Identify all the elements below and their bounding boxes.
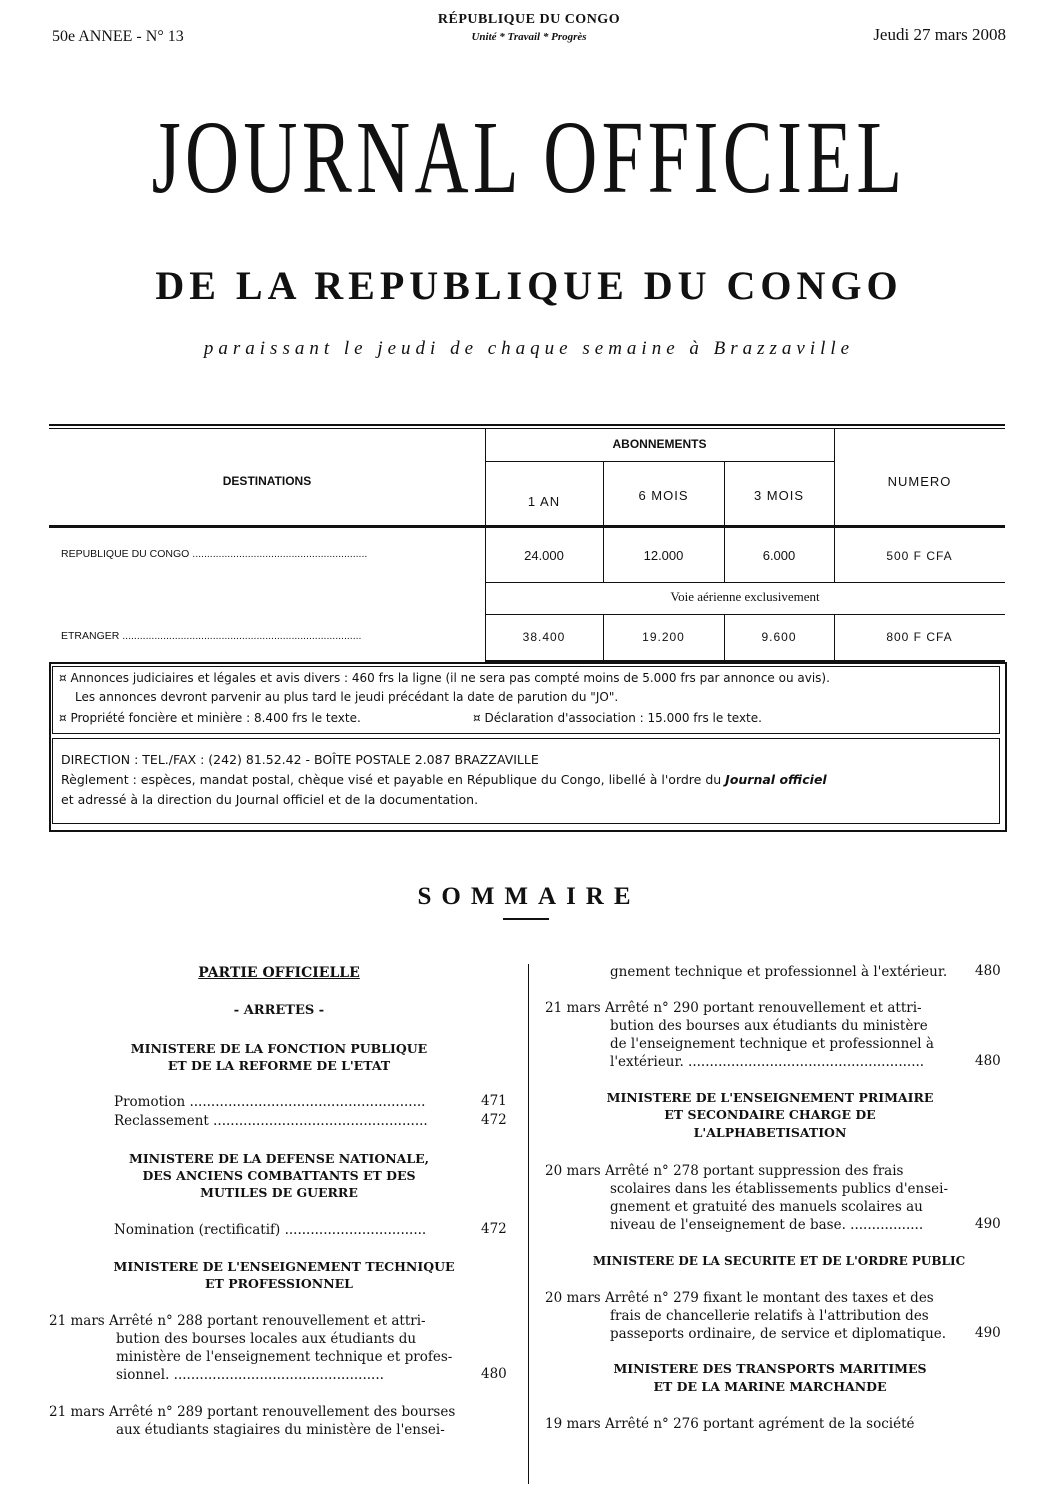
- arretes-heading: - ARRETES -: [233, 1003, 325, 1018]
- col-abonnements: ABONNEMENTS: [612, 437, 707, 451]
- ministry-enseignement-primaire-3: L'ALPHABETISATION: [693, 1125, 847, 1140]
- ministry-securite: MINISTERE DE LA SECURITE ET DE L'ORDRE PUBLIC: [592, 1254, 966, 1268]
- sommaire-underline: [503, 918, 549, 920]
- toc-arrete-290-2: bution des bourses aux étudiants du ministère: [610, 1018, 928, 1034]
- row-congo-3mois: 6.000: [762, 548, 796, 563]
- ministry-defense-3: MUTILES DE GUERRE: [200, 1185, 358, 1200]
- toc-arrete-289-3: gnement technique et professionnel à l'extérieur.: [610, 964, 948, 980]
- address-line: et adressé à la direction du Journal officiel et de la documentation.: [61, 792, 479, 807]
- toc-reclassement: Reclassement ..................................................: [114, 1113, 428, 1129]
- subscription-table: [49, 424, 1005, 662]
- air-note: Voie aérienne exclusivement: [670, 589, 820, 604]
- ministry-enseignement-primaire-2: ET SECONDAIRE CHARGE DE: [664, 1107, 876, 1122]
- toc-arrete-289: 21 mars Arrêté n° 289 portant renouvellement des bourses: [49, 1404, 456, 1420]
- col-numero: NUMERO: [887, 474, 952, 489]
- toc-arrete-279: 20 mars Arrêté n° 279 fixant le montant des taxes et des: [545, 1290, 934, 1306]
- toc-arrete-288-4: sionnel. .................................................: [116, 1367, 384, 1383]
- announcements-box: [52, 666, 1000, 734]
- page-promotion: 471: [481, 1093, 507, 1109]
- toc-arrete-279-3: passeports ordinaire, de service et diplomatique.: [610, 1326, 947, 1342]
- ministry-fonction-publique: MINISTERE DE LA FONCTION PUBLIQUE: [130, 1041, 428, 1056]
- toc-arrete-288-2: bution des bourses locales aux étudiants du: [116, 1331, 417, 1347]
- journal-subtitle: DE LA REPUBLIQUE DU CONGO: [155, 263, 903, 308]
- direction-box: [52, 738, 1000, 824]
- toc-arrete-278-2: scolaires dans les établissements publics d'ensei-: [610, 1181, 949, 1197]
- toc-arrete-288: 21 mars Arrêté n° 288 portant renouvellement et attri-: [49, 1313, 426, 1329]
- page-reclassement: 472: [481, 1112, 507, 1128]
- column-separator: [528, 964, 529, 1484]
- journal-tagline: paraissant le jeudi de chaque semaine à Brazzaville: [203, 338, 855, 359]
- row-etranger-6mois: 19.200: [642, 630, 685, 644]
- row-etranger-numero: 800 F CFA: [886, 630, 953, 644]
- row-etranger-label: ETRANGER ..................................................................................: [61, 630, 362, 642]
- page-nomination: 472: [481, 1221, 507, 1237]
- republic-heading: RÉPUBLIQUE DU CONGO: [437, 12, 621, 27]
- ministry-transports-2: ET DE LA MARINE MARCHANDE: [653, 1379, 887, 1394]
- page-arrete-279: 490: [975, 1325, 1001, 1341]
- issue-date: Jeudi 27 mars 2008: [873, 25, 1006, 44]
- row-congo-numero: 500 F CFA: [886, 549, 953, 563]
- row-congo-6mois: 12.000: [643, 548, 684, 563]
- page-arrete-278: 490: [975, 1216, 1001, 1232]
- issue-number: 50e ANNEE - N° 13: [52, 28, 184, 45]
- toc-arrete-278-4: niveau de l'enseignement de base. .................: [610, 1217, 924, 1233]
- page-arrete-290: 480: [975, 1053, 1001, 1069]
- ministry-enseignement-technique-2: ET PROFESSIONNEL: [205, 1276, 353, 1291]
- ministry-defense-2: DES ANCIENS COMBATTANTS ET DES: [142, 1168, 416, 1183]
- col-destinations: DESTINATIONS: [222, 474, 312, 488]
- toc-arrete-278: 20 mars Arrêté n° 278 portant suppression des frais: [545, 1163, 904, 1179]
- toc-arrete-290-4: l'extérieur. .......................................................: [610, 1054, 925, 1070]
- ministry-fonction-publique-2: ET DE LA REFORME DE L'ETAT: [167, 1058, 391, 1073]
- ministry-enseignement-primaire: MINISTERE DE L'ENSEIGNEMENT PRIMAIRE: [606, 1090, 934, 1105]
- toc-nomination: Nomination (rectificatif) .................................: [114, 1222, 427, 1238]
- toc-arrete-288-3: ministère de l'enseignement technique et profes-: [116, 1349, 453, 1365]
- toc-arrete-278-3: gnement et gratuité des manuels scolaires au: [610, 1199, 923, 1215]
- ministry-enseignement-technique: MINISTERE DE L'ENSEIGNEMENT TECHNIQUE: [113, 1259, 455, 1274]
- journal-officiel-ref: Journal officiel: [725, 772, 827, 787]
- col-3mois: 3 MOIS: [753, 488, 805, 503]
- sommaire-heading: SOMMAIRE: [417, 883, 641, 910]
- row-etranger-3mois: 9.600: [761, 630, 797, 644]
- motto: Unité * Travail * Progrès: [471, 31, 587, 43]
- toc-arrete-289-2: aux étudiants stagiaires du ministère de l'ensei-: [116, 1422, 445, 1438]
- payment-line: Règlement : espèces, mandat postal, chèque visé et payable en République du Congo, libellé à l'ordre du: [61, 772, 722, 787]
- direction-line: DIRECTION : TEL./FAX : (242) 81.52.42 - BOÎTE POSTALE 2.087 BRAZZAVILLE: [61, 752, 539, 767]
- toc-arrete-290-3: de l'enseignement technique et professionnel à: [610, 1036, 934, 1052]
- journal-title: JOURNAL OFFICIEL: [151, 100, 907, 215]
- row-congo-1an: 24.000: [524, 548, 564, 563]
- toc-arrete-279-2: frais de chancellerie relatifs à l'attribution des: [610, 1308, 929, 1324]
- partie-officielle: PARTIE OFFICIELLE: [198, 965, 360, 981]
- announce-line-1: ¤ Annonces judiciaires et légales et avis divers : 460 frs la ligne (il ne sera pas compté moins de 5.000 frs par annonce ou avis).: [59, 671, 830, 685]
- col-1an: 1 AN: [527, 494, 561, 509]
- row-congo-label: REPUBLIQUE DU CONGO ............................................................: [61, 548, 368, 560]
- ministry-transports: MINISTERE DES TRANSPORTS MARITIMES: [613, 1361, 927, 1376]
- toc-arrete-290: 21 mars Arrêté n° 290 portant renouvellement et attri-: [545, 1000, 922, 1016]
- col-6mois: 6 MOIS: [638, 488, 689, 503]
- page-arrete-289: 480: [975, 963, 1001, 979]
- ministry-defense: MINISTERE DE LA DEFENSE NATIONALE,: [128, 1151, 429, 1166]
- row-etranger-1an: 38.400: [522, 630, 566, 644]
- toc-promotion: Promotion .......................................................: [114, 1094, 426, 1110]
- page-arrete-288: 480: [481, 1366, 507, 1382]
- toc-arrete-276: 19 mars Arrêté n° 276 portant agrément de la société: [545, 1416, 915, 1432]
- announce-line-2: Les annonces devront parvenir au plus tard le jeudi précédant la date de parution du "JO".: [75, 690, 619, 704]
- announce-association: ¤ Déclaration d'association : 15.000 frs le texte.: [473, 711, 762, 725]
- announce-fonciere: ¤ Propriété foncière et minière : 8.400 frs le texte.: [59, 711, 361, 725]
